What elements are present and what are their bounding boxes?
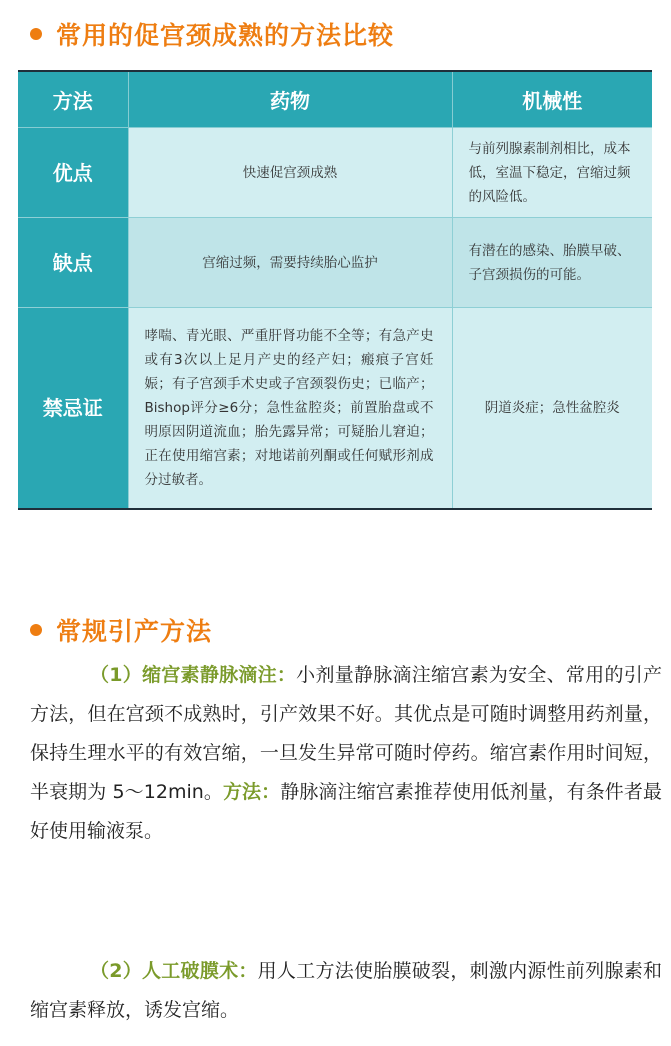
paragraph-amniotomy xyxy=(30,952,662,1030)
paragraph-text: 用人工方法使胎膜破裂，刺激内源性前列腺素和缩宫素释放，诱发宫缩。 xyxy=(30,960,662,1021)
cell-mechanical-disadvantages: 有潜在的感染、胎膜早破、子宫颈损伤的可能。 xyxy=(452,218,652,308)
section-heading-induction-methods xyxy=(30,612,212,648)
paragraph-label: 方法： xyxy=(222,781,281,803)
table-row xyxy=(18,128,652,218)
paragraph-text: 小剂量静脉滴注缩宫素为安全、常用的引产方法，但在宫颈不成熟时，引产效果不好。其优点是可随时调整用药剂量，保持生理水平的有效宫缩，一旦发生异常可随时停药。缩宫素作用时间短，半衰期为 5～12min。 xyxy=(30,664,662,803)
cell-drug-disadvantages: 宫缩过频，需要持续胎心监护 xyxy=(128,218,452,308)
paragraph-oxytocin xyxy=(30,656,662,851)
cell-mechanical-advantages: 与前列腺素制剂相比，成本低，室温下稳定，宫缩过频的风险低。 xyxy=(452,128,652,218)
section-heading-cervical-ripening xyxy=(30,16,394,52)
row-label-contraindications: 禁忌证 xyxy=(18,308,128,510)
cell-drug-advantages: 快速促宫颈成熟 xyxy=(128,128,452,218)
row-label-advantages: 优点 xyxy=(18,128,128,218)
paragraph-label: （1）缩宫素静脉滴注： xyxy=(90,664,297,686)
header-drug: 药物 xyxy=(128,71,452,128)
cell-mechanical-contraindications: 阴道炎症；急性盆腔炎 xyxy=(452,308,652,510)
cell-drug-contraindications: 哮喘、青光眼、严重肝肾功能不全等；有急产史或有3次以上足月产史的经产妇；瘢痕子宫妊娠；有子宫颈手术史或子宫颈裂伤史；已临产；Bishop评分≥6分；急性盆腔炎；前置胎盘或不明原因阴道流血；胎先露异常；可疑胎儿窘迫；正在使用缩宫素；对地诺前列酮或任何赋形剂成分过敏者。 xyxy=(128,308,452,510)
table-header-row xyxy=(18,71,652,128)
row-label-disadvantages: 缺点 xyxy=(18,218,128,308)
section-title: 常规引产方法 xyxy=(56,617,213,646)
comparison-table xyxy=(18,70,652,510)
section-title: 常用的促宫颈成熟的方法比较 xyxy=(56,21,395,50)
table-row xyxy=(18,308,652,510)
table-row xyxy=(18,218,652,308)
paragraph-text: 静脉滴注缩宫素推荐使用低剂量，有条件者最好使用输液泵。 xyxy=(30,781,662,842)
bullet-dot-icon xyxy=(30,28,42,40)
paragraph-label: （2）人工破膜术： xyxy=(90,960,258,982)
header-mechanical: 机械性 xyxy=(452,71,652,128)
header-method: 方法 xyxy=(18,71,128,128)
bullet-dot-icon xyxy=(30,624,42,636)
